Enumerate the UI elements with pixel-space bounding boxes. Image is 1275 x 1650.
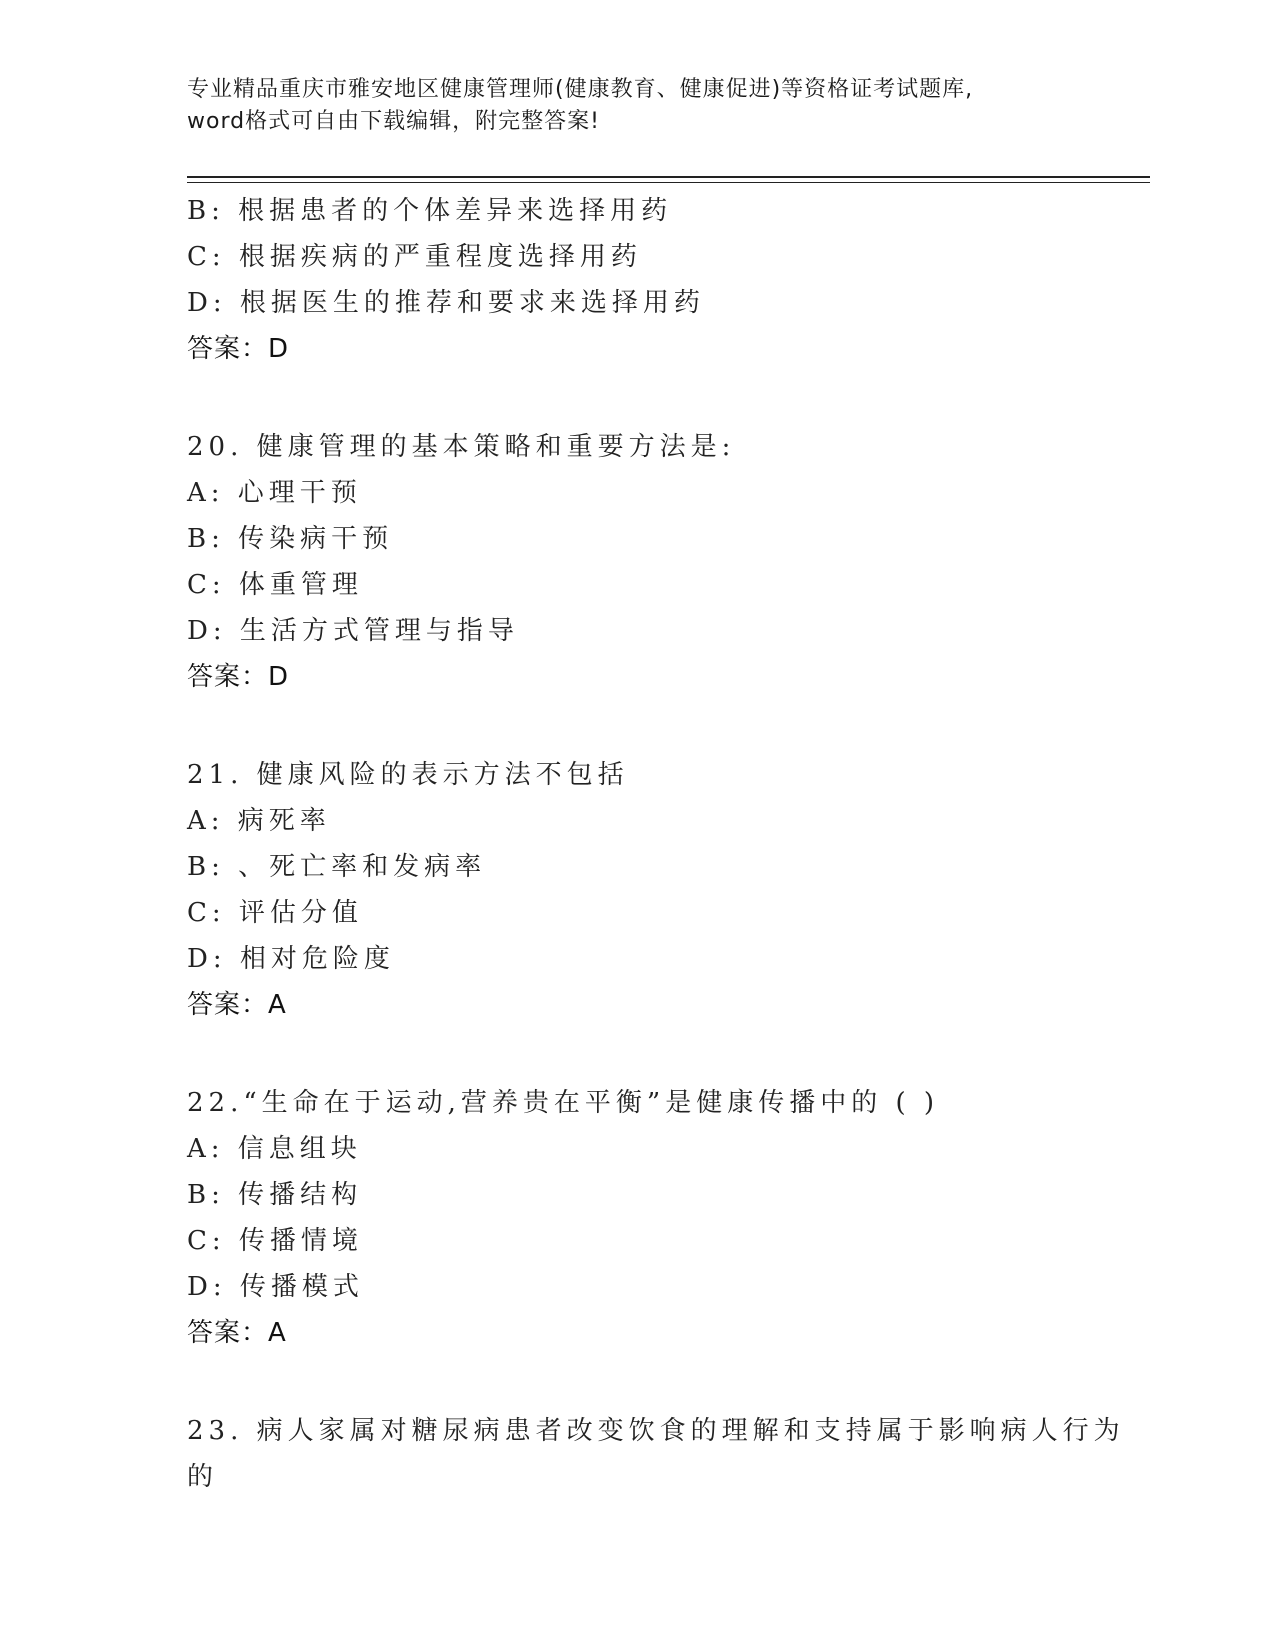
header-rule-thin [187,182,1150,183]
document-header [187,74,1087,138]
option-b: B: 传播结构 [187,1180,363,1210]
option-b: B: 传染病干预 [187,524,394,554]
option-c: C: 体重管理 [187,570,363,600]
answer-label: 答案：A [187,1318,287,1348]
question-stem: 22.“生命在于运动,营养贵在平衡”是健康传播中的 ( ) [187,1088,940,1118]
option-b: B: 根据患者的个体差异来选择用药 [187,196,673,226]
question-22-block [187,1080,1137,1356]
answer-label: 答案：A [187,990,287,1020]
header-rule-thick [187,176,1150,178]
option-d: D: 相对危险度 [187,944,395,974]
option-d: D: 生活方式管理与指导 [187,616,519,646]
answer-label: 答案：D [187,334,290,364]
header-line-1: 专业精品重庆市雅安地区健康管理师(健康教育、健康促进)等资格证考试题库, [187,77,974,102]
answer-label: 答案：D [187,662,290,692]
option-a: A: 信息组块 [187,1134,362,1164]
option-c: C: 根据疾病的严重程度选择用药 [187,242,642,272]
question-21-block [187,752,1137,1028]
option-c: C: 传播情境 [187,1226,363,1256]
question-stem: 20. 健康管理的基本策略和重要方法是: [187,432,736,462]
option-b: B: 、死亡率和发病率 [187,852,487,882]
option-a: A: 病死率 [187,806,331,836]
prev-question-block [187,188,1137,372]
question-stem-line-1: 23. 病人家属对糖尿病患者改变饮食的理解和支持属于影响病人行为 [187,1416,1125,1446]
option-a: A: 心理干预 [187,478,362,508]
question-stem-line-2: 的 [187,1462,219,1492]
option-d: D: 传播模式 [187,1272,364,1302]
question-content [187,188,1137,1500]
header-line-2: word格式可自由下载编辑，附完整答案! [187,109,600,134]
option-c: C: 评估分值 [187,898,363,928]
question-23-block [187,1408,1137,1500]
option-d: D: 根据医生的推荐和要求来选择用药 [187,288,705,318]
question-20-block [187,424,1137,700]
question-stem: 21. 健康风险的表示方法不包括 [187,760,629,790]
